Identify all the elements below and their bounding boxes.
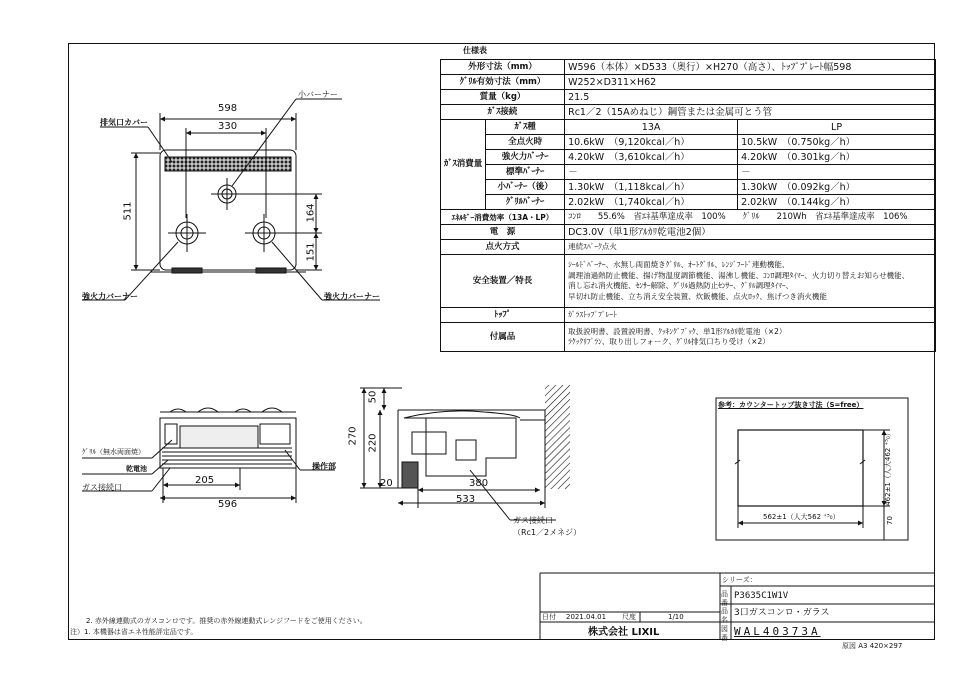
- grill-dim-label: ｸﾞﾘﾙ有効寸法（mm）: [441, 75, 565, 90]
- label-strong-burner-right: 強火力バーナー: [324, 292, 380, 301]
- ignition-value: 連続ｽﾊﾟｰｸ点火: [565, 240, 936, 255]
- dim-330: 330: [218, 121, 238, 132]
- spec-title: 仕様表: [463, 46, 487, 55]
- row-lp-value: －: [738, 165, 936, 180]
- label-exhaust-cover: 排気口カバー: [100, 118, 148, 127]
- row-13a-value: 4.20kW （3,610kcal／h）: [565, 150, 738, 165]
- label-gas-inlet-side: ガス接続口: [513, 516, 553, 525]
- gas-type-label: ｶﾞｽ種: [486, 120, 565, 135]
- row-label: 標準ﾊﾞｰﾅｰ: [486, 165, 565, 180]
- power-label: 電 源: [441, 225, 565, 240]
- cutout-title: 参考：カウンタートップ抜き寸法（S=free）: [718, 401, 864, 409]
- label-grill: ｸﾞﾘﾙ（無水両面焼）: [82, 448, 145, 456]
- name-label: 品名: [721, 607, 728, 624]
- dim-164: 164: [305, 203, 317, 223]
- col-13a: 13A: [565, 120, 738, 135]
- outer-dim-value: W596（本体）×D533（奥行）×H270（高さ）、ﾄｯﾌﾟﾌﾟﾚｰﾄ幅598: [565, 60, 936, 75]
- label-gas-inlet-front: ガス接続口: [82, 483, 122, 492]
- safety-line: ｼｰﾙﾄﾞﾊﾞｰﾅｰ、水無し両面焼きｸﾞﾘﾙ、ｵｰﾄｸﾞﾘﾙ、ﾚﾝｼﾞﾌｰﾄﾞ連動機能、: [568, 260, 790, 269]
- label-strong-burner-left: 強火力バーナー: [82, 292, 138, 301]
- dim-20: 20: [380, 478, 393, 489]
- top-label: ﾄｯﾌﾟ: [441, 308, 565, 323]
- efficiency-value: ｺﾝﾛ 55.6% 省ｴﾈ基準達成率 100% ｸﾞﾘﾙ 210Wh 省ｴﾈ基準達成率 106%: [565, 210, 936, 225]
- dim-380: 380: [469, 478, 489, 489]
- row-lp-value: 1.30kW （0.092kg／h）: [738, 180, 936, 195]
- efficiency-label: ｴﾈﾙｷﾞｰ消費効率（13A・LP）: [441, 210, 565, 225]
- label-gas-rc: （Rc1／2メネジ）: [513, 528, 582, 537]
- safety-value: [565, 255, 936, 308]
- row-label: 全点火時: [486, 135, 565, 150]
- accessories-value: [565, 323, 936, 352]
- accessory-line: ﾗｸｯｸﾘﾌﾟﾗﾝ、取り出しフォーク、ｸﾞﾘﾙ排気口ちり受け（×2）: [568, 337, 770, 346]
- date-label: 日付: [542, 613, 556, 621]
- dim-598: 598: [218, 103, 238, 114]
- mass-label: 質量（kg）: [441, 90, 565, 105]
- dim-270: 270: [347, 426, 359, 446]
- scale-label: 尺度: [622, 613, 636, 621]
- drawing-value: WAL40373A: [734, 625, 821, 638]
- safety-line: 早切れ防止機能、立ち消え安全装置、炊飯機能、点火ﾛｯｸ、焦げつき消火機能: [568, 291, 827, 301]
- drawing-label: 図番: [721, 625, 728, 642]
- spec-table: [440, 59, 936, 352]
- accessory-line: 取扱説明書、設置説明書、ｸｯｷﾝｸﾞﾌﾞｯｸ、単1形ｱﾙｶﾘ乾電池（×2）: [568, 326, 787, 336]
- model-label: 品番: [721, 590, 728, 607]
- safety-line: 消し忘れ消火機能、ｾﾝｻｰ解除、ｸﾞﾘﾙ過熱防止ｾﾝｻｰ、ｸﾞﾘﾙ調理ﾀｲﾏｰ、: [568, 281, 794, 290]
- model-value: P3635C1W1V: [734, 591, 789, 601]
- dim-596: 596: [218, 499, 238, 510]
- grill-dim-value: W252×D311×H62: [565, 75, 936, 90]
- row-13a-value: －: [565, 165, 738, 180]
- consumption-label: ｶﾞｽ消費量: [441, 120, 486, 210]
- note-2: 2. 赤外線連動式のガスコンロです。推奨の赤外線連動式レンジフードをご使用ください。: [86, 617, 367, 625]
- row-lp-value: 10.5kW （0.750kg／h）: [738, 135, 936, 150]
- cutout-width: 562±1（人大562 ⁺⁵₀）: [763, 513, 840, 521]
- row-label: ｸﾞﾘﾙﾊﾞｰﾅｰ: [486, 195, 565, 210]
- company-name: 株式会社 LIXIL: [588, 627, 660, 638]
- dim-151: 151: [305, 242, 317, 262]
- series-label: シリーズ：: [722, 576, 757, 584]
- safety-label: 安全装置／特長: [441, 255, 565, 308]
- cutout-depth: 462±1（人大462 ⁺⁵₀）: [883, 429, 892, 506]
- dim-50: 50: [367, 390, 379, 404]
- accessories-label: 付属品: [441, 323, 565, 352]
- dim-220: 220: [367, 433, 379, 453]
- dim-511: 511: [122, 201, 134, 221]
- gas-conn-value: Rc1／2（15Aめねじ）鋼管または金属可とう管: [565, 105, 936, 120]
- power-value: DC3.0V（単1形ｱﾙｶﾘ乾電池2個）: [565, 225, 936, 240]
- outer-dim-label: 外形寸法（mm）: [441, 60, 565, 75]
- top-value: ｶﾞﾗｽﾄｯﾌﾟﾌﾟﾚｰﾄ: [565, 308, 936, 323]
- label-control: 操作部: [312, 462, 336, 471]
- row-13a-value: 1.30kW （1,118kcal／h）: [565, 180, 738, 195]
- safety-line: 調理油過熱防止機能、揚げ物温度調節機能、湯沸し機能、ｺﾝﾛ調理ﾀｲﾏｰ、火力切り替えお知らせ機能、: [568, 270, 910, 280]
- row-lp-value: 4.20kW （0.301kg／h）: [738, 150, 936, 165]
- row-label: 強火力ﾊﾞｰﾅｰ: [486, 150, 565, 165]
- gas-conn-label: ｶﾞｽ接続: [441, 105, 565, 120]
- row-lp-value: 2.02kW （0.144kg／h）: [738, 195, 936, 210]
- name-value: 3口ガスコンロ・ガラス: [734, 608, 830, 618]
- mass-value: 21.5: [565, 90, 936, 105]
- label-battery: 乾電池: [126, 465, 147, 473]
- cutout-70: 70: [885, 516, 894, 525]
- dim-533: 533: [456, 494, 476, 505]
- row-13a-value: 10.6kW （9,120kcal／h）: [565, 135, 738, 150]
- scale-value: 1/10: [668, 613, 684, 621]
- col-lp: LP: [738, 120, 936, 135]
- ignition-label: 点火方式: [441, 240, 565, 255]
- label-small-burner: 小バーナー: [298, 90, 338, 99]
- dim-205: 205: [195, 475, 215, 486]
- note-1: 注）1. 本機器は省エネ性能評定品です。: [70, 628, 198, 636]
- paper-size: 原図 A3 420×297: [842, 642, 903, 650]
- row-13a-value: 2.02kW （1,740kcal／h）: [565, 195, 738, 210]
- date-value: 2021.04.01: [566, 613, 607, 621]
- row-label: 小ﾊﾞｰﾅｰ（後）: [486, 180, 565, 195]
